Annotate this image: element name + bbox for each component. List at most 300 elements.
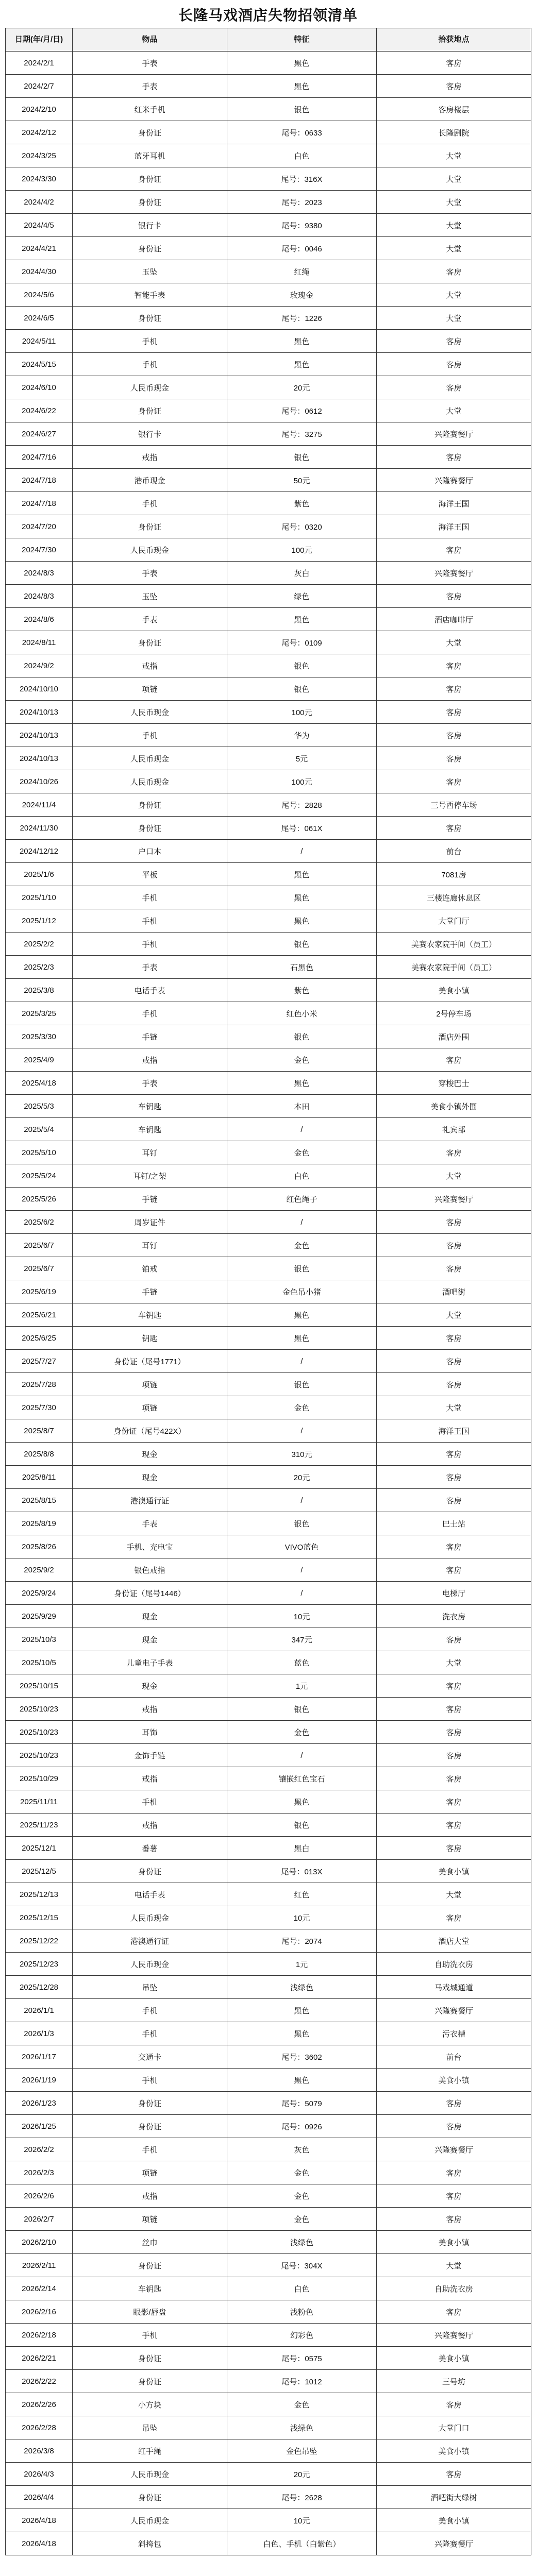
feature-cell: 黑色 xyxy=(227,75,377,98)
item-cell: 手链 xyxy=(73,1025,227,1048)
location-cell: 客房 xyxy=(377,1906,531,1929)
table-row xyxy=(6,863,531,886)
feature-cell: 尾号：0046 xyxy=(227,237,377,260)
item-cell: 手机 xyxy=(73,933,227,956)
item-cell: 户口本 xyxy=(73,840,227,863)
table-row xyxy=(6,1558,531,1582)
feature-cell: 白色 xyxy=(227,2277,377,2300)
date-cell: 2024/7/20 xyxy=(6,515,73,538)
table-row xyxy=(6,1744,531,1767)
feature-cell: 黑色 xyxy=(227,1790,377,1814)
table-row xyxy=(6,538,531,562)
location-cell: 客房 xyxy=(377,353,531,376)
table-row xyxy=(6,817,531,840)
table-row xyxy=(6,307,531,330)
item-cell: 手机 xyxy=(73,2069,227,2092)
feature-cell: 黑色 xyxy=(227,2069,377,2092)
table-row xyxy=(6,1350,531,1373)
date-cell: 2024/6/10 xyxy=(6,376,73,399)
date-cell: 2026/2/3 xyxy=(6,2161,73,2184)
feature-cell: 20元 xyxy=(227,1466,377,1489)
date-cell: 2026/2/28 xyxy=(6,2416,73,2439)
table-row xyxy=(6,1048,531,1072)
location-cell: 美食小镇 xyxy=(377,2231,531,2254)
date-cell: 2025/10/23 xyxy=(6,1744,73,1767)
date-cell: 2025/10/23 xyxy=(6,1721,73,1744)
feature-cell: / xyxy=(227,1350,377,1373)
feature-cell: 金色吊坠 xyxy=(227,2439,377,2463)
item-cell: 人民币现金 xyxy=(73,376,227,399)
date-cell: 2024/10/26 xyxy=(6,770,73,793)
feature-cell: 黑色 xyxy=(227,909,377,933)
table-row xyxy=(6,1999,531,2022)
location-cell: 客房楼层 xyxy=(377,98,531,121)
date-cell: 2024/2/10 xyxy=(6,98,73,121)
feature-cell: 红绳 xyxy=(227,260,377,283)
location-cell: 海洋王国 xyxy=(377,492,531,515)
location-cell: 大堂 xyxy=(377,144,531,167)
item-cell: 人民币现金 xyxy=(73,1906,227,1929)
item-cell: 车钥匙 xyxy=(73,1095,227,1118)
table-row xyxy=(6,121,531,144)
item-cell: 平板 xyxy=(73,863,227,886)
item-cell: 身份证 xyxy=(73,399,227,422)
date-cell: 2025/10/5 xyxy=(6,1651,73,1674)
location-cell: 兴隆赛餐厅 xyxy=(377,2138,531,2161)
location-cell: 客房 xyxy=(377,1790,531,1814)
table-row xyxy=(6,1419,531,1443)
date-cell: 2025/8/26 xyxy=(6,1535,73,1558)
location-cell: 电梯厅 xyxy=(377,1582,531,1605)
feature-cell: 红色 xyxy=(227,1883,377,1906)
table-row xyxy=(6,1976,531,1999)
feature-cell: 尾号：1012 xyxy=(227,2370,377,2393)
table-row xyxy=(6,2370,531,2393)
location-cell: 兴隆赛餐厅 xyxy=(377,2532,531,2555)
item-cell: 手机 xyxy=(73,492,227,515)
feature-cell: 幻彩色 xyxy=(227,2324,377,2347)
table-row xyxy=(6,2439,531,2463)
date-cell: 2026/4/4 xyxy=(6,2486,73,2509)
table-row xyxy=(6,1535,531,1558)
table-row xyxy=(6,1767,531,1790)
feature-cell: 银色 xyxy=(227,1373,377,1396)
date-cell: 2025/5/26 xyxy=(6,1188,73,1211)
location-cell: 大堂 xyxy=(377,1396,531,1419)
table-row xyxy=(6,2254,531,2277)
location-cell: 三号西停车场 xyxy=(377,793,531,817)
feature-cell: 银色 xyxy=(227,446,377,469)
date-cell: 2024/4/30 xyxy=(6,260,73,283)
item-cell: 戒指 xyxy=(73,1698,227,1721)
feature-cell: 金色 xyxy=(227,1234,377,1257)
location-cell: 客房 xyxy=(377,2115,531,2138)
item-cell: 手机 xyxy=(73,1999,227,2022)
feature-cell: 玫瑰金 xyxy=(227,283,377,307)
feature-cell: 尾号：9380 xyxy=(227,214,377,237)
feature-cell: 金色吊小猪 xyxy=(227,1280,377,1303)
location-cell: 马戏城通道 xyxy=(377,1976,531,1999)
feature-cell: 尾号：5079 xyxy=(227,2092,377,2115)
item-cell: 银行卡 xyxy=(73,214,227,237)
item-cell: 现金 xyxy=(73,1605,227,1628)
item-cell: 手表 xyxy=(73,75,227,98)
item-cell: 银行卡 xyxy=(73,422,227,446)
feature-cell: 白色 xyxy=(227,1164,377,1188)
feature-cell: 黑色 xyxy=(227,863,377,886)
table-row xyxy=(6,52,531,75)
date-cell: 2025/11/11 xyxy=(6,1790,73,1814)
table-row xyxy=(6,654,531,677)
location-cell: 客房 xyxy=(377,2300,531,2324)
location-cell: 大堂 xyxy=(377,214,531,237)
date-cell: 2026/2/18 xyxy=(6,2324,73,2347)
table-row xyxy=(6,793,531,817)
date-cell: 2025/12/22 xyxy=(6,1929,73,1953)
item-cell: 身份证 xyxy=(73,515,227,538)
item-cell: 手机 xyxy=(73,1790,227,1814)
table-row xyxy=(6,747,531,770)
feature-cell: 黑色 xyxy=(227,52,377,75)
location-cell: 美食小镇 xyxy=(377,1860,531,1883)
table-row xyxy=(6,1906,531,1929)
feature-cell: 灰白 xyxy=(227,562,377,585)
date-cell: 2024/4/5 xyxy=(6,214,73,237)
location-cell: 美食小镇 xyxy=(377,2439,531,2463)
location-cell: 酒吧街 xyxy=(377,1280,531,1303)
date-cell: 2024/11/4 xyxy=(6,793,73,817)
location-cell: 酒店大堂 xyxy=(377,1929,531,1953)
date-cell: 2026/4/18 xyxy=(6,2532,73,2555)
item-cell: 手机 xyxy=(73,909,227,933)
location-cell: 美赛农家院手间（员工） xyxy=(377,933,531,956)
table-row xyxy=(6,1512,531,1535)
table-row xyxy=(6,98,531,121)
feature-cell: 尾号：3275 xyxy=(227,422,377,446)
feature-cell: 尾号：0926 xyxy=(227,2115,377,2138)
date-cell: 2026/1/25 xyxy=(6,2115,73,2138)
item-cell: 手链 xyxy=(73,1280,227,1303)
item-cell: 红手绳 xyxy=(73,2439,227,2463)
location-cell: 客房 xyxy=(377,817,531,840)
date-cell: 2024/8/3 xyxy=(6,585,73,608)
item-cell: 吊坠 xyxy=(73,1976,227,1999)
date-cell: 2026/2/2 xyxy=(6,2138,73,2161)
date-cell: 2025/10/3 xyxy=(6,1628,73,1651)
date-cell: 2025/12/23 xyxy=(6,1953,73,1976)
date-cell: 2025/1/10 xyxy=(6,886,73,909)
date-cell: 2024/6/5 xyxy=(6,307,73,330)
table-row xyxy=(6,2324,531,2347)
date-cell: 2026/2/14 xyxy=(6,2277,73,2300)
table-row xyxy=(6,1883,531,1906)
date-cell: 2025/8/8 xyxy=(6,1443,73,1466)
column-header-location: 拾获地点 xyxy=(377,28,531,52)
table-row xyxy=(6,677,531,701)
feature-cell: 尾号：013X xyxy=(227,1860,377,1883)
location-cell: 海洋王国 xyxy=(377,515,531,538)
date-cell: 2025/12/5 xyxy=(6,1860,73,1883)
location-cell: 大堂 xyxy=(377,631,531,654)
feature-cell: 白色、手机（白紫色） xyxy=(227,2532,377,2555)
location-cell: 客房 xyxy=(377,1211,531,1234)
table-row xyxy=(6,840,531,863)
feature-cell: 20元 xyxy=(227,376,377,399)
date-cell: 2024/8/3 xyxy=(6,562,73,585)
column-header-date: 日期(年/月/日) xyxy=(6,28,73,52)
table-row xyxy=(6,260,531,283)
table-row xyxy=(6,167,531,191)
item-cell: 项链 xyxy=(73,1373,227,1396)
date-cell: 2025/1/12 xyxy=(6,909,73,933)
date-cell: 2025/5/10 xyxy=(6,1141,73,1164)
location-cell: 美食小镇 xyxy=(377,979,531,1002)
item-cell: 戒指 xyxy=(73,654,227,677)
item-cell: 港澳通行证 xyxy=(73,1489,227,1512)
date-cell: 2025/12/13 xyxy=(6,1883,73,1906)
date-cell: 2024/4/2 xyxy=(6,191,73,214)
table-row xyxy=(6,1164,531,1188)
item-cell: 电话手表 xyxy=(73,979,227,1002)
date-cell: 2024/10/13 xyxy=(6,701,73,724)
location-cell: 客房 xyxy=(377,1744,531,1767)
feature-cell: 镶嵌红色宝石 xyxy=(227,1767,377,1790)
feature-cell: / xyxy=(227,1211,377,1234)
item-cell: 现金 xyxy=(73,1466,227,1489)
date-cell: 2024/10/13 xyxy=(6,724,73,747)
table-row xyxy=(6,492,531,515)
item-cell: 车钥匙 xyxy=(73,2277,227,2300)
location-cell: 客房 xyxy=(377,1048,531,1072)
location-cell: 客房 xyxy=(377,701,531,724)
table-row xyxy=(6,1674,531,1698)
table-row xyxy=(6,2092,531,2115)
feature-cell: 蓝色 xyxy=(227,1651,377,1674)
date-cell: 2025/6/19 xyxy=(6,1280,73,1303)
feature-cell: 1元 xyxy=(227,1953,377,1976)
table-row xyxy=(6,886,531,909)
table-row xyxy=(6,2045,531,2069)
location-cell: 酒店咖啡厅 xyxy=(377,608,531,631)
item-cell: 现金 xyxy=(73,1628,227,1651)
date-cell: 2025/3/30 xyxy=(6,1025,73,1048)
table-row xyxy=(6,1929,531,1953)
table-row xyxy=(6,724,531,747)
table-row xyxy=(6,1234,531,1257)
item-cell: 身份证 xyxy=(73,2370,227,2393)
feature-cell: 银色 xyxy=(227,677,377,701)
feature-cell: 华为 xyxy=(227,724,377,747)
item-cell: 手机 xyxy=(73,353,227,376)
date-cell: 2025/9/2 xyxy=(6,1558,73,1582)
table-row xyxy=(6,1280,531,1303)
table-header-row xyxy=(6,28,531,52)
item-cell: 耳钉 xyxy=(73,1234,227,1257)
location-cell: 大堂门厅 xyxy=(377,909,531,933)
location-cell: 客房 xyxy=(377,1535,531,1558)
table-row xyxy=(6,2532,531,2555)
item-cell: 银色戒指 xyxy=(73,1558,227,1582)
table-row xyxy=(6,1002,531,1025)
location-cell: 客房 xyxy=(377,2393,531,2416)
item-cell: 吊坠 xyxy=(73,2416,227,2439)
feature-cell: / xyxy=(227,840,377,863)
location-cell: 兴隆赛餐厅 xyxy=(377,1999,531,2022)
item-cell: 身份证 xyxy=(73,2115,227,2138)
date-cell: 2025/12/28 xyxy=(6,1976,73,1999)
location-cell: 客房 xyxy=(377,2208,531,2231)
location-cell: 大堂 xyxy=(377,1883,531,1906)
location-cell: 酒店外围 xyxy=(377,1025,531,1048)
date-cell: 2026/2/6 xyxy=(6,2184,73,2208)
item-cell: 身份证 xyxy=(73,237,227,260)
item-cell: 戒指 xyxy=(73,1814,227,1837)
location-cell: 美赛农家院手间（员工） xyxy=(377,956,531,979)
item-cell: 身份证 xyxy=(73,2092,227,2115)
location-cell: 客房 xyxy=(377,1814,531,1837)
item-cell: 人民币现金 xyxy=(73,747,227,770)
item-cell: 番薯 xyxy=(73,1837,227,1860)
location-cell: 兴隆赛餐厅 xyxy=(377,1188,531,1211)
location-cell: 三楼连廊休息区 xyxy=(377,886,531,909)
date-cell: 2025/8/11 xyxy=(6,1466,73,1489)
feature-cell: VIVO蓝色 xyxy=(227,1535,377,1558)
feature-cell: 银色 xyxy=(227,1025,377,1048)
table-row xyxy=(6,2277,531,2300)
item-cell: 人民币现金 xyxy=(73,1953,227,1976)
feature-cell: 347元 xyxy=(227,1628,377,1651)
item-cell: 手链 xyxy=(73,1188,227,1211)
table-row xyxy=(6,1698,531,1721)
table-row xyxy=(6,2463,531,2486)
date-cell: 2025/1/6 xyxy=(6,863,73,886)
table-row xyxy=(6,1396,531,1419)
location-cell: 巴士站 xyxy=(377,1512,531,1535)
date-cell: 2024/9/2 xyxy=(6,654,73,677)
table-row xyxy=(6,1953,531,1976)
item-cell: 项链 xyxy=(73,2161,227,2184)
table-row xyxy=(6,1489,531,1512)
date-cell: 2024/7/16 xyxy=(6,446,73,469)
feature-cell: 金色 xyxy=(227,1141,377,1164)
location-cell: 客房 xyxy=(377,2463,531,2486)
item-cell: 港澳通行证 xyxy=(73,1929,227,1953)
date-cell: 2026/2/21 xyxy=(6,2347,73,2370)
item-cell: 玉坠 xyxy=(73,260,227,283)
item-cell: 戒指 xyxy=(73,1048,227,1072)
date-cell: 2026/2/26 xyxy=(6,2393,73,2416)
item-cell: 手机 xyxy=(73,886,227,909)
item-cell: 红米手机 xyxy=(73,98,227,121)
feature-cell: 5元 xyxy=(227,747,377,770)
date-cell: 2025/7/30 xyxy=(6,1396,73,1419)
date-cell: 2025/10/23 xyxy=(6,1698,73,1721)
feature-cell: 尾号：2023 xyxy=(227,191,377,214)
date-cell: 2025/5/4 xyxy=(6,1118,73,1141)
table-row xyxy=(6,446,531,469)
location-cell: 客房 xyxy=(377,724,531,747)
location-cell: 客房 xyxy=(377,585,531,608)
item-cell: 身份证 xyxy=(73,631,227,654)
date-cell: 2026/4/3 xyxy=(6,2463,73,2486)
feature-cell: 尾号：2828 xyxy=(227,793,377,817)
item-cell: 眼影/唇盘 xyxy=(73,2300,227,2324)
item-cell: 人民币现金 xyxy=(73,2463,227,2486)
table-row xyxy=(6,2416,531,2439)
item-cell: 手机 xyxy=(73,2324,227,2347)
location-cell: 客房 xyxy=(377,1628,531,1651)
table-row xyxy=(6,562,531,585)
item-cell: 手机 xyxy=(73,724,227,747)
location-cell: 客房 xyxy=(377,376,531,399)
location-cell: 自助洗衣房 xyxy=(377,2277,531,2300)
table-row xyxy=(6,701,531,724)
feature-cell: 尾号：0633 xyxy=(227,121,377,144)
item-cell: 戒指 xyxy=(73,1767,227,1790)
date-cell: 2024/7/18 xyxy=(6,469,73,492)
item-cell: 项链 xyxy=(73,677,227,701)
feature-cell: 金色 xyxy=(227,1721,377,1744)
location-cell: 大堂 xyxy=(377,2254,531,2277)
location-cell: 客房 xyxy=(377,1489,531,1512)
feature-cell: 白色 xyxy=(227,144,377,167)
item-cell: 斜挎包 xyxy=(73,2532,227,2555)
table-row xyxy=(6,214,531,237)
date-cell: 2026/2/22 xyxy=(6,2370,73,2393)
location-cell: 大堂 xyxy=(377,307,531,330)
item-cell: 手机 xyxy=(73,2022,227,2045)
table-row xyxy=(6,376,531,399)
date-cell: 2024/3/30 xyxy=(6,167,73,191)
table-row xyxy=(6,2393,531,2416)
date-cell: 2025/6/7 xyxy=(6,1257,73,1280)
item-cell: 人民币现金 xyxy=(73,2509,227,2532)
feature-cell: 尾号：3602 xyxy=(227,2045,377,2069)
item-cell: 小方块 xyxy=(73,2393,227,2416)
date-cell: 2024/5/11 xyxy=(6,330,73,353)
location-cell: 污衣槽 xyxy=(377,2022,531,2045)
date-cell: 2026/2/11 xyxy=(6,2254,73,2277)
feature-cell: / xyxy=(227,1582,377,1605)
table-row xyxy=(6,1605,531,1628)
item-cell: 耳钉/之架 xyxy=(73,1164,227,1188)
feature-cell: 红色小米 xyxy=(227,1002,377,1025)
date-cell: 2026/1/19 xyxy=(6,2069,73,2092)
table-row xyxy=(6,75,531,98)
item-cell: 戒指 xyxy=(73,2184,227,2208)
item-cell: 玉坠 xyxy=(73,585,227,608)
item-cell: 身份证（尾号1446） xyxy=(73,1582,227,1605)
date-cell: 2025/5/24 xyxy=(6,1164,73,1188)
feature-cell: / xyxy=(227,1744,377,1767)
feature-cell: / xyxy=(227,1489,377,1512)
table-row xyxy=(6,2300,531,2324)
table-row xyxy=(6,585,531,608)
item-cell: 交通卡 xyxy=(73,2045,227,2069)
location-cell: 大堂门口 xyxy=(377,2416,531,2439)
feature-cell: 黑色 xyxy=(227,330,377,353)
date-cell: 2025/10/29 xyxy=(6,1767,73,1790)
location-cell: 大堂 xyxy=(377,283,531,307)
date-cell: 2024/2/12 xyxy=(6,121,73,144)
item-cell: 人民币现金 xyxy=(73,701,227,724)
location-cell: 大堂 xyxy=(377,167,531,191)
feature-cell: 黑色 xyxy=(227,886,377,909)
location-cell: 前台 xyxy=(377,2045,531,2069)
date-cell: 2025/5/3 xyxy=(6,1095,73,1118)
location-cell: 美食小镇外围 xyxy=(377,1095,531,1118)
item-cell: 身份证 xyxy=(73,121,227,144)
